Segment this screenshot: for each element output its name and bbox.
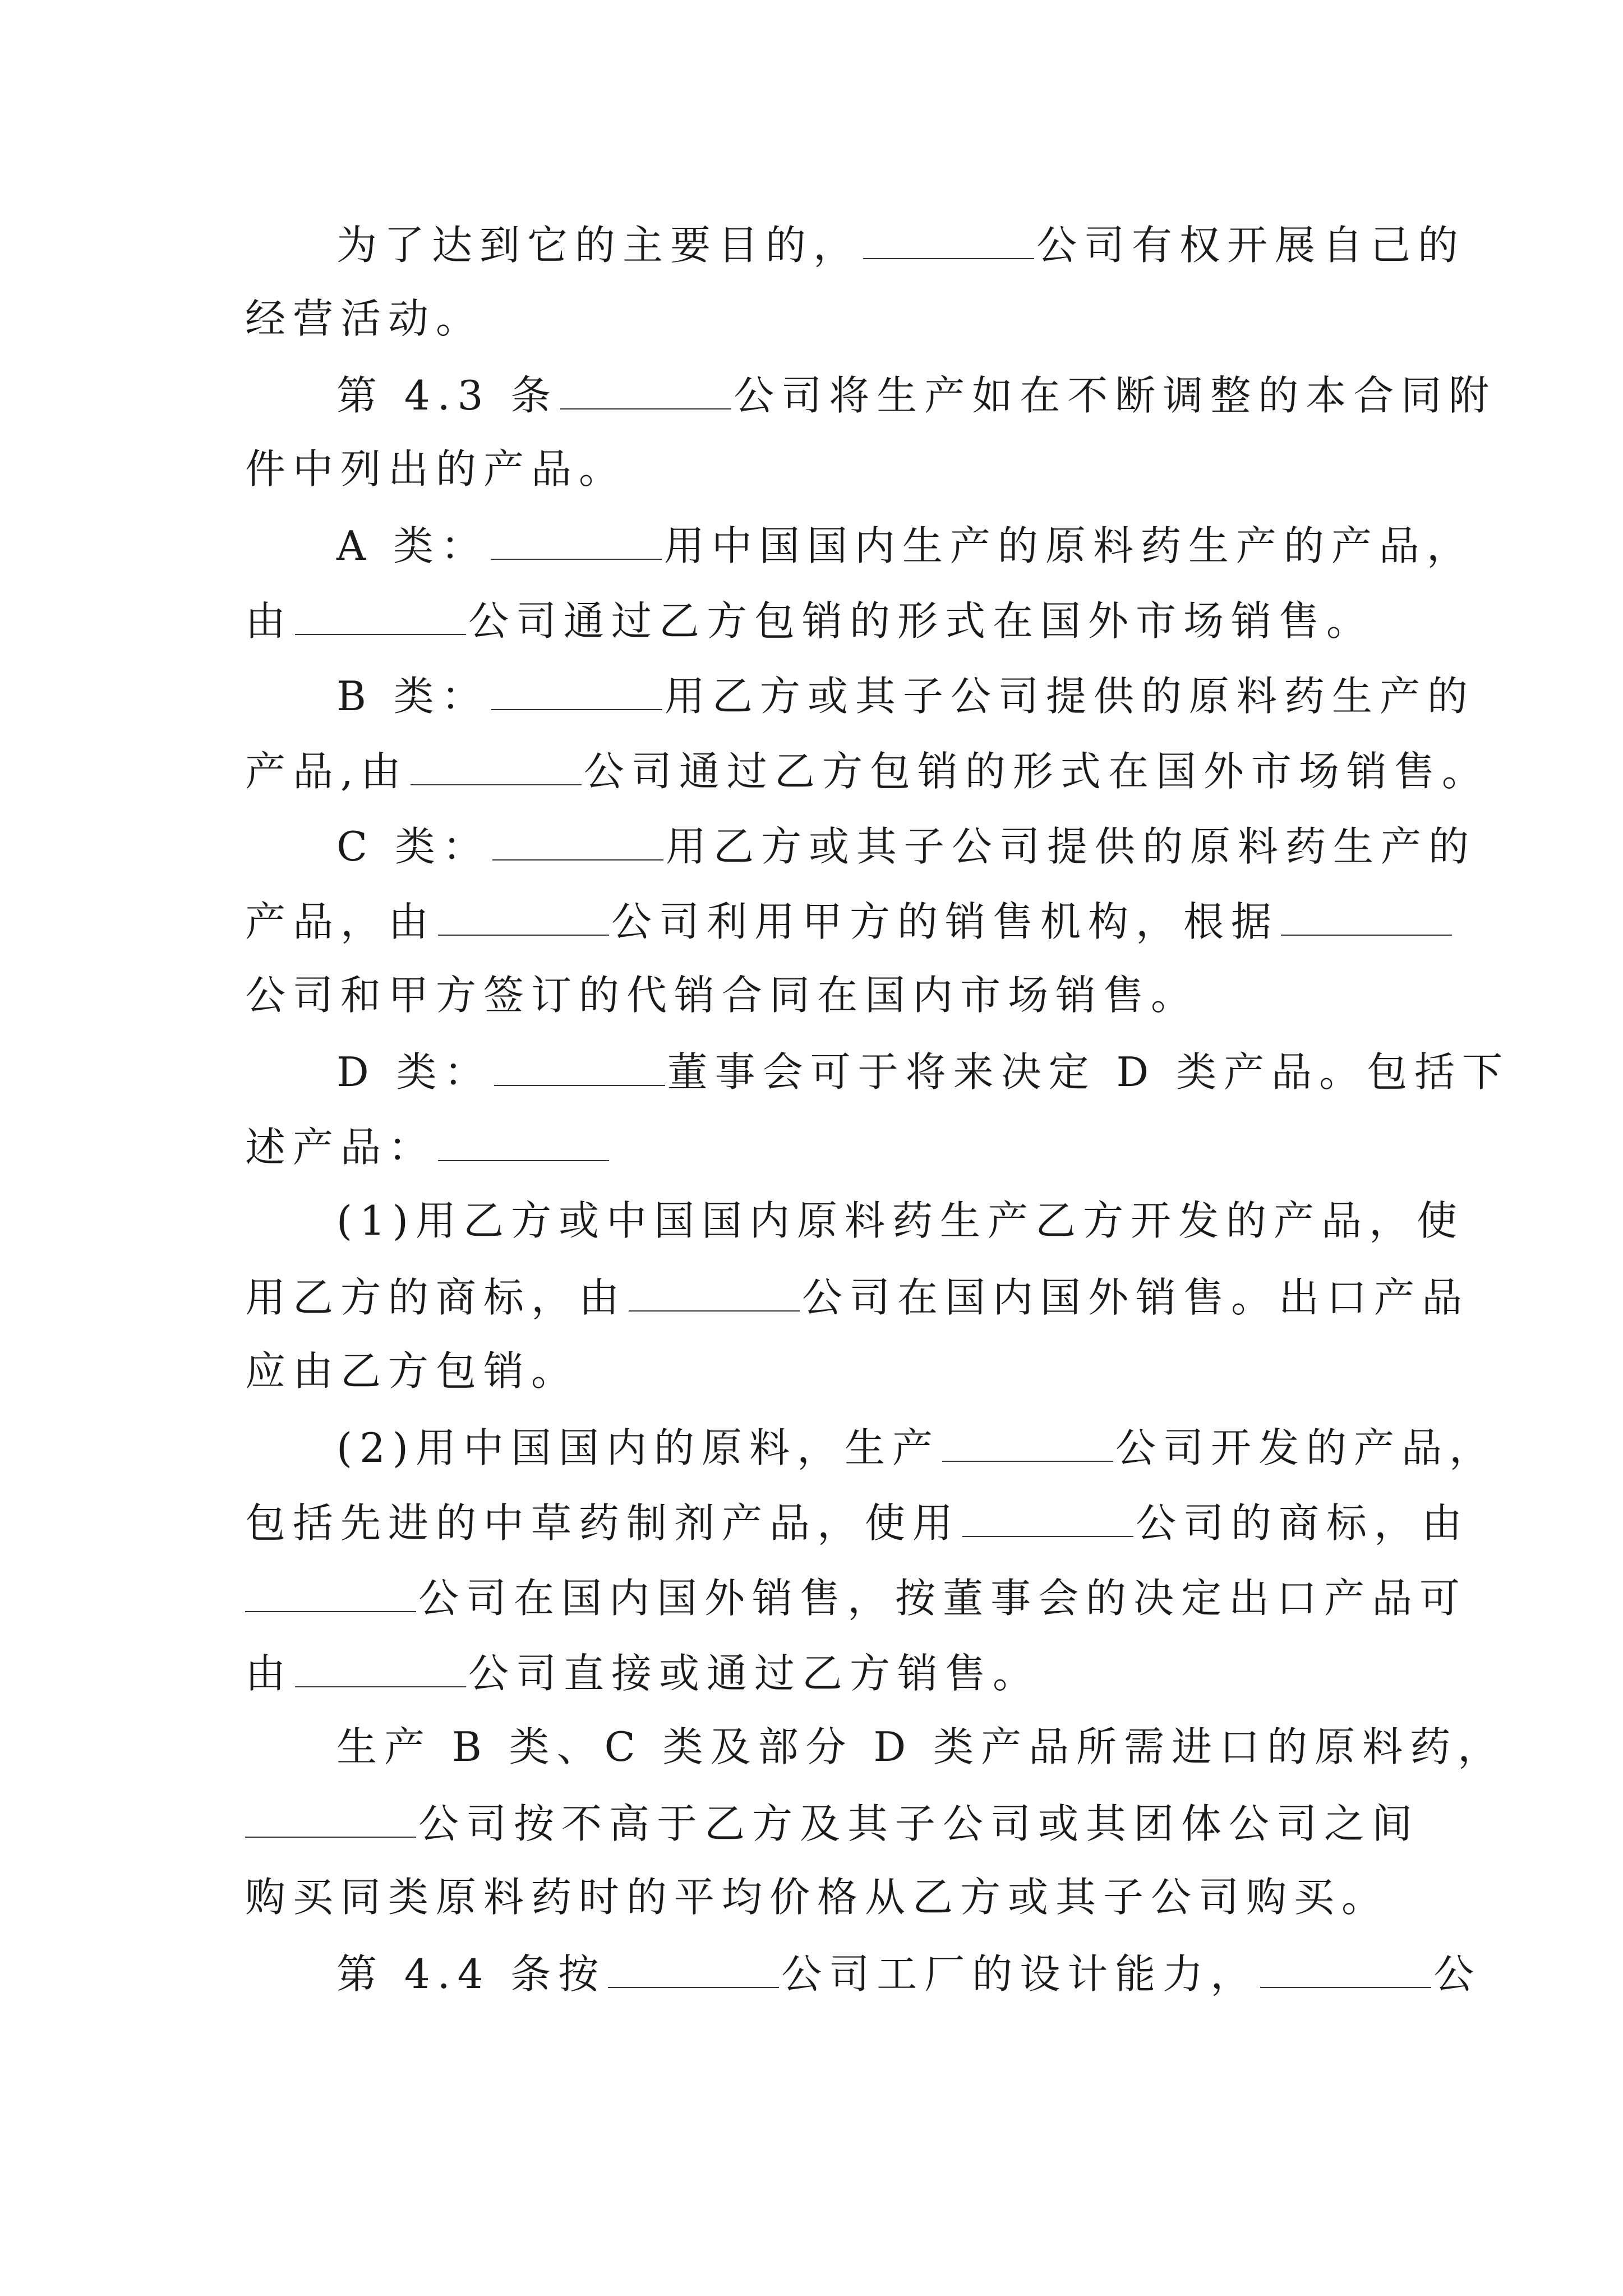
text-segment: 包括先进的中草药制剂产品，使用: [245, 1499, 961, 1547]
text-line: [245, 597, 1375, 645]
text-segment: 公司利用甲方的销售机构，根据: [611, 898, 1279, 945]
fill-in-blank: [863, 223, 1034, 259]
text-segment: A 类：: [336, 522, 488, 569]
text-segment: 购买同类原料药时的平均价格从乙方或其子公司购买。: [245, 1874, 1390, 1921]
text-segment: 第 4.3 条: [336, 372, 559, 419]
text-line: [336, 823, 1476, 870]
fill-in-blank: [491, 674, 662, 710]
text-segment: 公司将生产如在不断调整的本合同附: [734, 372, 1497, 419]
text-line: [245, 1124, 611, 1171]
fill-in-blank: [491, 524, 662, 560]
fill-in-blank: [560, 374, 731, 409]
text-segment: 公司工厂的设计能力，: [781, 1950, 1258, 1998]
text-line: [245, 898, 1454, 945]
text-segment: 公司直接或通过乙方销售。: [468, 1650, 1041, 1697]
fill-in-blank: [438, 1125, 609, 1161]
text-segment: 为了达到它的主要目的，: [336, 222, 861, 269]
text-segment: 公司在国内国外销售。出口产品: [802, 1274, 1470, 1321]
text-segment: 公司有权开展自己的: [1036, 222, 1466, 269]
text-segment: (1)用乙方或中国国内原料药生产乙方开发的产品，使: [336, 1197, 1464, 1244]
fill-in-blank: [492, 825, 663, 861]
text-line: [336, 372, 1497, 419]
text-line: [336, 1197, 1464, 1244]
text-line: [245, 1575, 1468, 1622]
text-segment: 公司开发的产品，: [1115, 1424, 1497, 1471]
text-line: [336, 1424, 1497, 1471]
text-segment: 公司通过乙方包销的形式在国外市场销售。: [468, 597, 1375, 645]
text-segment: 述产品：: [245, 1124, 436, 1171]
text-line: [336, 1048, 1510, 1096]
fill-in-blank: [245, 1576, 416, 1612]
fill-in-blank: [494, 1050, 665, 1086]
text-segment: 产品,由: [245, 748, 408, 795]
fill-in-blank: [438, 900, 609, 936]
text-segment: 公司在国内国外销售，按董事会的决定出口产品可: [418, 1575, 1468, 1622]
text-segment: D 类：: [336, 1048, 492, 1096]
text-segment: 由: [245, 597, 293, 645]
fill-in-blank: [295, 599, 466, 635]
text-line: [245, 445, 627, 493]
text-line: [245, 295, 484, 342]
text-segment: 应由乙方包销。: [245, 1347, 579, 1395]
text-segment: (2)用中国国内的原料，生产: [336, 1424, 940, 1471]
text-segment: 由: [245, 1650, 293, 1697]
fill-in-blank: [962, 1501, 1133, 1537]
fill-in-blank: [295, 1651, 466, 1687]
text-line: [336, 673, 1475, 720]
text-segment: 产品，由: [245, 898, 436, 945]
text-segment: 件中列出的产品。: [245, 445, 627, 493]
text-segment: 第 4.4 条按: [336, 1950, 606, 1998]
text-line: [336, 1723, 1506, 1770]
text-segment: 用乙方或其子公司提供的原料药生产的: [665, 823, 1476, 870]
text-line: [336, 222, 1466, 269]
text-segment: 公司的商标，由: [1136, 1499, 1470, 1547]
text-segment: 公: [1433, 1950, 1482, 1998]
text-segment: 公司按不高于乙方及其子公司或其团体公司之间: [418, 1800, 1420, 1847]
fill-in-blank: [942, 1426, 1113, 1462]
fill-in-blank: [608, 1952, 779, 1988]
fill-in-blank: [1260, 1952, 1431, 1988]
text-line: [245, 1874, 1390, 1921]
text-line: [245, 972, 1199, 1019]
text-segment: C 类：: [336, 823, 490, 870]
text-line: [245, 1650, 1041, 1697]
text-line: [245, 1800, 1420, 1847]
text-segment: 用乙方或其子公司提供的原料药生产的: [664, 673, 1475, 720]
text-line: [245, 1274, 1470, 1321]
text-line: [336, 1950, 1482, 1998]
text-line: [245, 1347, 579, 1395]
text-line: [245, 748, 1490, 795]
text-segment: 用乙方的商标，由: [245, 1274, 627, 1321]
text-segment: 用中国国内生产的原料药生产的产品，: [663, 522, 1474, 569]
fill-in-blank: [411, 749, 582, 785]
text-segment: 经营活动。: [245, 295, 484, 342]
fill-in-blank: [1281, 900, 1452, 936]
fill-in-blank: [245, 1802, 416, 1838]
text-line: [336, 522, 1474, 569]
text-segment: 董事会可于将来决定 D 类产品。包括下: [667, 1048, 1510, 1096]
text-line: [245, 1499, 1470, 1547]
fill-in-blank: [629, 1276, 800, 1312]
text-segment: 公司通过乙方包销的形式在国外市场销售。: [583, 748, 1490, 795]
text-segment: 生产 B 类、C 类及部分 D 类产品所需进口的原料药，: [336, 1723, 1506, 1770]
text-segment: 公司和甲方签订的代销合同在国内市场销售。: [245, 972, 1199, 1019]
text-segment: B 类：: [336, 673, 489, 720]
